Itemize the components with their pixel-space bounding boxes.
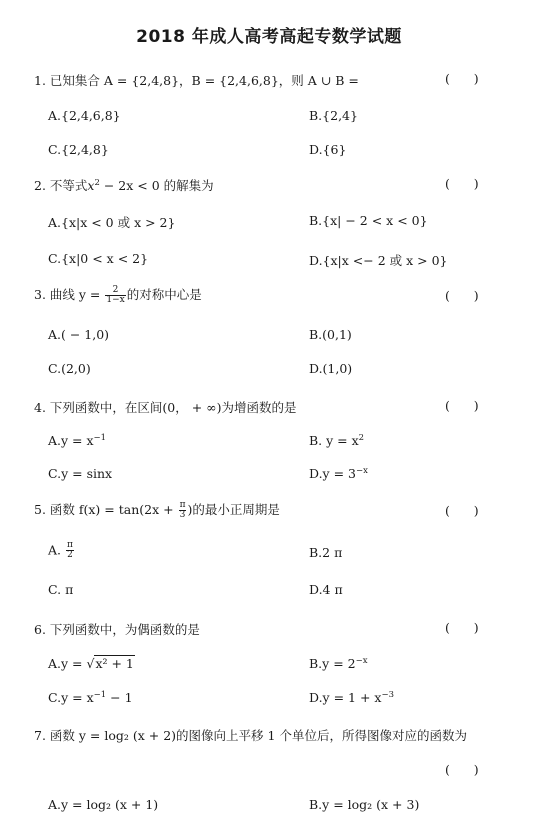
q3-fraction	[105, 286, 125, 306]
answer-paren-6: ( )	[445, 620, 479, 635]
q6-d-exp: −3	[381, 689, 394, 700]
question-2-stem: 2. 不等式$x^2 - 2x < 0$ 的解集为	[34, 177, 214, 193]
q5-a-label: A.	[48, 542, 62, 558]
q5-a-fraction	[66, 541, 74, 561]
q5-frac-num: π	[179, 499, 186, 510]
q5-option-d: D.4 π	[309, 582, 343, 597]
q1-option-d: D.{6}	[309, 142, 347, 157]
q5-stem-pre: 5. 函数 f(x) = tan(2x +	[34, 502, 174, 517]
q6-option-d	[309, 690, 394, 705]
q7-option-b: B.y = log₂ (x + 3)	[309, 797, 420, 812]
q6-a-radicand: x² + 1	[95, 656, 134, 671]
q6-b-base: B.y = 2	[309, 656, 356, 671]
q5-frac-den: 3	[179, 510, 186, 520]
question-6-stem: 6. 下列函数中，为偶函数的是	[34, 622, 200, 637]
question-4-stem: 4. 下列函数中，在区间(0， + ∞)为增函数的是	[34, 400, 297, 415]
q5-a-den: 2	[67, 550, 73, 561]
q4-option-d	[309, 466, 368, 481]
q3-option-d: D.(1,0)	[309, 361, 353, 376]
q3-option-a: A.( − 1,0)	[48, 327, 110, 342]
q2-stem-mid: − 2x < 0 的解集为	[99, 178, 214, 193]
q2-stem-pre: 2. 不等式	[34, 178, 88, 193]
q2-option-d: D.{x|x <− 2 或 x > 0}	[309, 253, 448, 268]
q4-d-exp: −x	[356, 465, 368, 476]
q4-option-c: C.y = sinx	[48, 466, 113, 481]
answer-paren-7: ( )	[445, 762, 479, 777]
q4-a-exp: −1	[93, 432, 107, 443]
q1-option-b: B.{2,4}	[309, 108, 358, 123]
q6-option-a	[48, 656, 135, 671]
q1-option-a: A.{2,4,6,8}	[48, 108, 121, 123]
answer-paren-2: ( )	[445, 176, 479, 191]
answer-paren-3: ( )	[445, 288, 479, 303]
q3-stem-pre: 3. 曲线 y =	[34, 287, 101, 302]
answer-paren-5: ( )	[445, 503, 479, 518]
question-3-stem	[34, 285, 202, 305]
q7-option-a: A.y = log₂ (x + 1)	[48, 797, 159, 812]
q4-a-base: A.y = x	[48, 433, 94, 448]
q5-a-num: π	[67, 540, 73, 550]
q5-option-b: B.2 π	[309, 545, 343, 560]
q6-option-b	[309, 656, 368, 671]
q6-c-base: C.y = x	[48, 690, 94, 705]
q3-stem-post: 的对称中心是	[126, 287, 202, 302]
question-7-stem: 7. 函数 y = log₂ (x + 2)的图像向上平移 1 个单位后，所得图像对应的函数为	[34, 728, 467, 743]
q2-option-a: A.{x|x < 0 或 x > 2}	[48, 215, 176, 230]
q5-fraction	[179, 501, 187, 521]
q2-option-b: B.{x| − 2 < x < 0}	[309, 213, 428, 228]
q6-c-exp: −1	[93, 689, 107, 700]
q3-option-c: C.(2,0)	[48, 361, 91, 376]
q5-stem-post: )的最小正周期是	[187, 502, 280, 517]
q1-option-c: C.{2,4,8}	[48, 142, 109, 157]
q6-option-c	[48, 690, 133, 705]
q3-option-b: B.(0,1)	[309, 327, 352, 342]
page-title: 2018 年成人高考高起专数学试题	[136, 27, 402, 47]
q3-frac-num: 2	[105, 286, 125, 296]
q4-option-a	[48, 433, 106, 448]
q4-option-b	[309, 433, 364, 448]
question-1-stem: 1. 已知集合 A = {2,4,8}，B = {2,4,6,8}，则 A ∪ B =	[34, 73, 359, 88]
q3-frac-den: 1−x	[106, 295, 125, 305]
q4-b-exp: 2	[358, 432, 365, 443]
answer-paren-1: ( )	[445, 71, 479, 86]
q4-d-base: D.y = 3	[309, 466, 356, 481]
q6-a-pre: A.y = √	[48, 656, 95, 671]
q5-option-a	[48, 541, 75, 561]
q2-option-c: C.{x|0 < x < 2}	[48, 251, 149, 266]
q6-d-base: D.y = 1 + x	[309, 690, 382, 705]
q6-c-post: − 1	[106, 690, 133, 705]
question-5-stem	[34, 500, 280, 520]
answer-paren-4: ( )	[445, 398, 479, 413]
q6-b-exp: −x	[355, 655, 368, 666]
q4-b-base: B. y = x	[309, 433, 359, 448]
q5-option-c: C. π	[48, 582, 74, 597]
